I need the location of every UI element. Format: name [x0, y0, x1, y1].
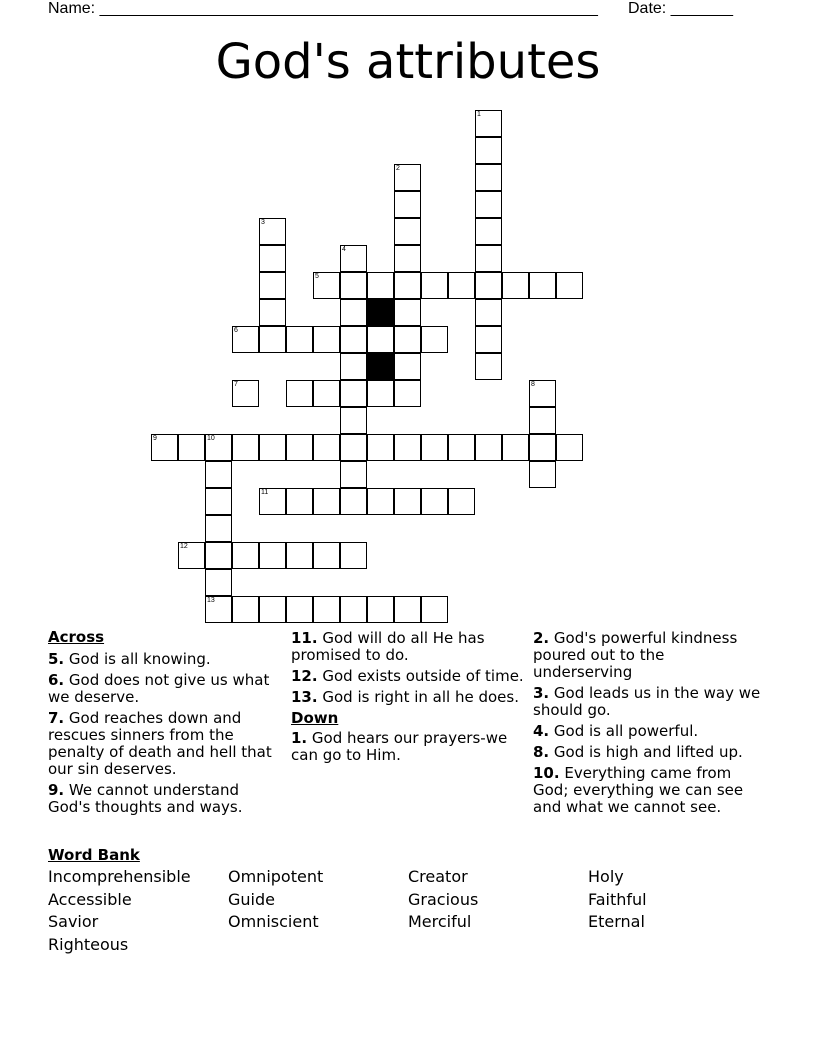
grid-cell-black: [367, 353, 394, 380]
grid-cell[interactable]: [367, 434, 394, 461]
grid-cell[interactable]: [259, 326, 286, 353]
grid-cell[interactable]: [340, 542, 367, 569]
clue-across-7: 7. God reaches down and rescues sinners from the penalty of death and hell that our sin deserves.: [48, 709, 272, 778]
grid-cell[interactable]: [205, 596, 232, 623]
grid-cell[interactable]: [259, 488, 286, 515]
clue-across-12: 12. God exists outside of time.: [291, 667, 524, 685]
name-field-label[interactable]: Name: ________________________________________________________: [48, 0, 598, 17]
grid-cell[interactable]: [394, 326, 421, 353]
grid-cell[interactable]: [340, 326, 367, 353]
word-bank-item: Accessible: [48, 889, 132, 909]
grid-cell[interactable]: [394, 380, 421, 407]
down-heading: Down: [291, 709, 339, 727]
grid-cell[interactable]: [475, 353, 502, 380]
clue-number: 2: [396, 165, 400, 172]
grid-cell[interactable]: [529, 272, 556, 299]
grid-cell[interactable]: [367, 596, 394, 623]
grid-cell[interactable]: [313, 542, 340, 569]
grid-cell[interactable]: [340, 353, 367, 380]
grid-cell[interactable]: [232, 326, 259, 353]
grid-cell[interactable]: [340, 299, 367, 326]
grid-cell[interactable]: [556, 272, 583, 299]
word-bank-item: Savior: [48, 912, 99, 931]
grid-cell[interactable]: [502, 434, 529, 461]
word-bank-heading: Word Bank: [48, 846, 140, 864]
grid-cell[interactable]: [475, 326, 502, 353]
grid-cell[interactable]: [529, 461, 556, 488]
grid-cell[interactable]: [394, 164, 421, 191]
grid-cell[interactable]: [394, 299, 421, 326]
grid-cell[interactable]: [313, 488, 340, 515]
clue-number: 4: [342, 246, 346, 253]
grid-cell[interactable]: [421, 434, 448, 461]
grid-cell[interactable]: [151, 434, 178, 461]
word-bank-item: Incomprehensible: [48, 867, 191, 886]
grid-cell[interactable]: [286, 380, 313, 407]
clue-number: 6: [234, 327, 238, 334]
grid-cell[interactable]: [475, 164, 502, 191]
grid-cell[interactable]: [394, 272, 421, 299]
grid-cell[interactable]: [259, 542, 286, 569]
grid-cell[interactable]: [529, 434, 556, 461]
grid-cell[interactable]: [286, 488, 313, 515]
date-field-label[interactable]: Date: _______: [628, 0, 733, 17]
word-bank-item: Holy: [588, 867, 624, 886]
grid-cell[interactable]: [475, 110, 502, 137]
word-bank-item: Gracious: [408, 889, 479, 909]
clue-number: 8: [531, 381, 535, 388]
grid-cell[interactable]: [394, 353, 421, 380]
grid-cell[interactable]: [286, 434, 313, 461]
grid-cell[interactable]: [448, 272, 475, 299]
grid-cell[interactable]: [394, 218, 421, 245]
clue-across-11: 11. God will do all He has promised to do.: [291, 629, 485, 664]
grid-cell[interactable]: [178, 434, 205, 461]
grid-cell[interactable]: [475, 299, 502, 326]
clues-column-1: [48, 628, 283, 820]
grid-cell[interactable]: [232, 596, 259, 623]
grid-cell[interactable]: [340, 245, 367, 272]
grid-cell[interactable]: [502, 272, 529, 299]
clue-down-2: 2. God's powerful kindness poured out to the underserving: [533, 629, 738, 681]
word-bank-item: Creator: [408, 867, 468, 886]
grid-cell[interactable]: [475, 137, 502, 164]
grid-cell[interactable]: [367, 488, 394, 515]
clue-number: 1: [477, 111, 481, 118]
grid-cell[interactable]: [340, 272, 367, 299]
grid-cell[interactable]: [475, 434, 502, 461]
grid-cell[interactable]: [421, 488, 448, 515]
grid-cell[interactable]: [367, 272, 394, 299]
word-bank-item: Eternal: [588, 912, 645, 931]
grid-cell[interactable]: [448, 434, 475, 461]
word-bank-item: Guide: [228, 889, 275, 909]
clue-down-8: 8. God is high and lifted up.: [533, 743, 743, 761]
grid-cell[interactable]: [259, 272, 286, 299]
grid-cell[interactable]: [232, 434, 259, 461]
grid-cell[interactable]: [448, 488, 475, 515]
grid-cell[interactable]: [394, 434, 421, 461]
grid-cell[interactable]: [286, 596, 313, 623]
grid-cell[interactable]: [205, 569, 232, 596]
clue-number: 13: [207, 597, 215, 604]
grid-cell[interactable]: [205, 488, 232, 515]
grid-cell[interactable]: [205, 515, 232, 542]
grid-cell[interactable]: [394, 191, 421, 218]
word-bank-item: Righteous: [48, 934, 129, 954]
grid-cell[interactable]: [205, 542, 232, 569]
grid-cell[interactable]: [394, 488, 421, 515]
grid-cell[interactable]: [232, 380, 259, 407]
grid-cell[interactable]: [421, 596, 448, 623]
grid-cell[interactable]: [340, 461, 367, 488]
grid-cell[interactable]: [475, 272, 502, 299]
grid-cell[interactable]: [367, 326, 394, 353]
grid-cell[interactable]: [286, 542, 313, 569]
clue-number: 10: [207, 435, 215, 442]
grid-cell[interactable]: [205, 461, 232, 488]
grid-cell[interactable]: [205, 434, 232, 461]
grid-cell[interactable]: [556, 434, 583, 461]
grid-cell[interactable]: [313, 380, 340, 407]
grid-cell[interactable]: [313, 326, 340, 353]
grid-cell-black: [367, 299, 394, 326]
clue-number: 9: [153, 435, 157, 442]
grid-cell[interactable]: [313, 434, 340, 461]
grid-cell[interactable]: [340, 488, 367, 515]
grid-cell[interactable]: [394, 245, 421, 272]
clue-number: 12: [180, 543, 188, 550]
grid-cell[interactable]: [232, 542, 259, 569]
clue-down-10: 10. Everything came from God; everything we can see and what we cannot see.: [533, 764, 744, 816]
grid-cell[interactable]: [313, 596, 340, 623]
clue-number: 7: [234, 381, 238, 388]
grid-cell[interactable]: [259, 434, 286, 461]
clue-down-1: 1. God hears our prayers-we can go to Him.: [291, 729, 508, 764]
word-bank-item: Faithful: [588, 889, 647, 909]
grid-cell[interactable]: [367, 380, 394, 407]
grid-cell[interactable]: [259, 218, 286, 245]
grid-cell[interactable]: [340, 407, 367, 434]
clues-column-3: [533, 630, 768, 820]
grid-cell[interactable]: [529, 380, 556, 407]
grid-cell[interactable]: [394, 596, 421, 623]
grid-cell[interactable]: [259, 596, 286, 623]
grid-cell[interactable]: [286, 326, 313, 353]
clues-column-2: [291, 630, 526, 768]
page-title: God's attributes: [215, 34, 601, 90]
grid-cell[interactable]: [421, 272, 448, 299]
clue-number: 3: [261, 219, 265, 226]
grid-cell[interactable]: [259, 299, 286, 326]
grid-cell[interactable]: [340, 596, 367, 623]
grid-cell[interactable]: [340, 380, 367, 407]
grid-cell[interactable]: [313, 272, 340, 299]
grid-cell[interactable]: [475, 245, 502, 272]
grid-cell[interactable]: [475, 218, 502, 245]
word-bank-item: Omnipotent: [228, 867, 324, 886]
clue-across-5: 5. God is all knowing.: [48, 650, 211, 668]
clue-across-6: 6. God does not give us what we deserve.: [48, 671, 270, 706]
grid-cell[interactable]: [475, 191, 502, 218]
grid-cell[interactable]: [421, 326, 448, 353]
across-heading: Across: [48, 628, 105, 646]
grid-cell[interactable]: [340, 434, 367, 461]
clue-across-9: 9. We cannot understand God's thoughts and ways.: [48, 781, 243, 816]
grid-cell[interactable]: [529, 407, 556, 434]
clue-down-4: 4. God is all powerful.: [533, 722, 699, 740]
word-bank-item: Omniscient: [228, 912, 319, 931]
clue-number: 11: [261, 489, 269, 496]
grid-cell[interactable]: [178, 542, 205, 569]
clue-down-3: 3. God leads us in the way we should go.: [533, 684, 761, 719]
clue-number: 5: [315, 273, 319, 280]
word-bank-item: Merciful: [408, 912, 472, 931]
grid-cell[interactable]: [259, 245, 286, 272]
clue-across-13: 13. God is right in all he does.: [291, 688, 519, 706]
